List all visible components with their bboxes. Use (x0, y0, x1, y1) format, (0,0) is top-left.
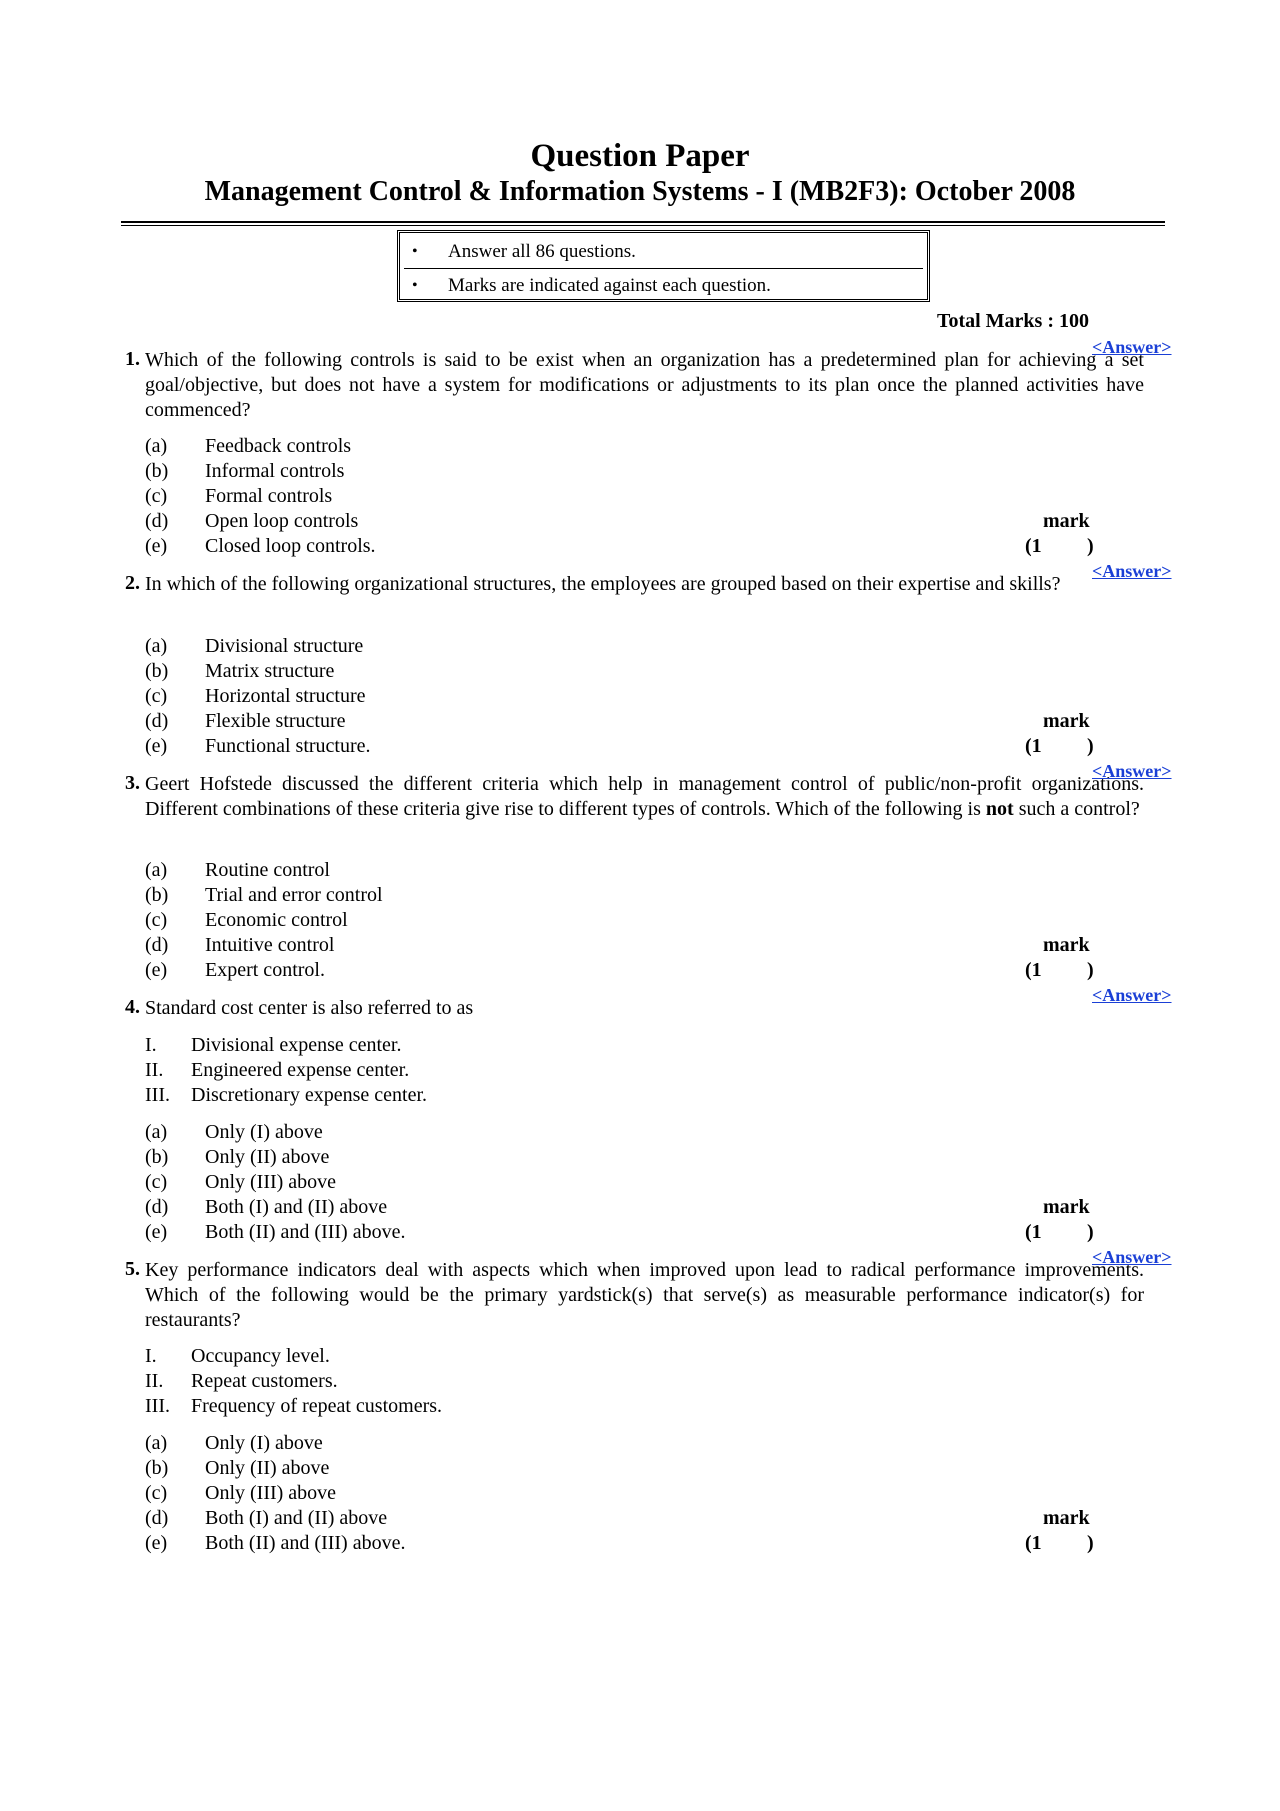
answer-link[interactable]: <Answer> (1092, 1247, 1172, 1267)
question-number: 4. (125, 996, 140, 1018)
mark-label: mark (1043, 1507, 1090, 1529)
instruction-text: Answer all 86 questions. (448, 241, 636, 262)
question-paper-page: Question Paper Management Control & Information Systems - I (MB2F3): October 2008 • Answer all 86 questions. • Marks are indicated against each question. Total Marks : 100 1. Which of the following controls is said to be exist when an organization has a predetermined plan for achieving a set goal/objective, but does not have a system for modifications or adjustments to its plan once the planned activities have commenced? <Answer> (a) Feedback controls (b) Informal controls (c) Formal controls (d) Open loop controls (e) Closed loop controls. mark (1 ) 2. In which of the following organizational structures, the employees are grouped based on their expertise and skills? <Answer> (a) Divisional structure (b) Matrix structure (c) Horizontal structure (d) Flexible structure (e) Functional structure. mark (1 ) 3. Geert Hofstede discussed the different criteria which help in management control of public/non-profit organizations. Different combinations of these criteria give rise to different types of controls. Which of the following is not such a control? <Answer> (a) Routine control (b) Trial and error control (c) Economic control (d) Intuitive control (e) Expert control. mark (1 ) 4. Standard cost center is also referred to as <Answer> I. Divisional expense center. II. Engineered expense center. III. Discretionary expense center. (a) Only (I) above (b) Only (II) above (c) Only (III) above (d) Both (I) and (II) above (e) Both (II) and (III) above. mark (1 ) 5. Key performance indicators deal with aspects which when improved upon lead to radical performance improvements. Which of the following would be the primary yardstick(s) that serve(s) as measurable performance indicator(s) for restaurants? <Answer> I. Occupancy level. II. Repeat customers. III. Frequency of repeat customers. (a) Only (I) above (b) Only (II) above (c) Only (III) above (d) Both (I) and (II) above (e) Both (II) and (III) above. mark (1 ) (0, 0, 1280, 1811)
instruction-item (404, 268, 923, 302)
instructions-box (397, 230, 930, 302)
bullet-icon: • (412, 243, 418, 260)
instruction-item (404, 235, 923, 268)
instruction-text: Marks are indicated against each question. (448, 275, 771, 296)
answer-link[interactable]: <Answer> (1092, 561, 1172, 581)
mark-label: mark (1043, 710, 1090, 732)
header-divider (121, 221, 1165, 226)
mark-label: mark (1043, 934, 1090, 956)
bullet-icon: • (412, 277, 418, 294)
question-number: 1. (125, 348, 140, 370)
mark-label: mark (1043, 510, 1090, 532)
page-subtitle: Management Control & Information Systems - I (MB2F3): October 2008 (204, 176, 1076, 207)
mark-label: mark (1043, 1196, 1090, 1218)
question-number: 3. (125, 772, 140, 794)
answer-link[interactable]: <Answer> (1092, 337, 1172, 357)
question-text: Which of the following controls is said to be exist when an organization has a predetermined plan for achieving a set goal/objective, but does not have a system for modifications or adjustments to its plan once the planned activities have commenced? (145, 349, 1144, 421)
emphasis-not: not (985, 798, 1014, 820)
total-marks: Total Marks : 100 (936, 310, 1089, 332)
question-number: 2. (125, 572, 140, 594)
question-text: Geert Hofstede discussed the different criteria which help in management control of public/non-profit organizations. Different combinations of these criteria give rise to different types of controls. Which of the following is not such a control? (145, 773, 1144, 820)
answer-link[interactable]: <Answer> (1092, 985, 1172, 1005)
question-number: 5. (125, 1258, 140, 1280)
page-title: Question Paper (530, 138, 750, 174)
question-text: Standard cost center is also referred to as (145, 997, 474, 1019)
question-text: Key performance indicators deal with aspects which when improved upon lead to radical performance improvements. Which of the following would be the primary yardstick(s) that serve(s) as measurable performance indicator(s) for restaurants? (145, 1259, 1144, 1331)
question-text: In which of the following organizational structures, the employees are grouped based on their expertise and skills? (145, 573, 1061, 595)
answer-link[interactable]: <Answer> (1092, 761, 1172, 781)
